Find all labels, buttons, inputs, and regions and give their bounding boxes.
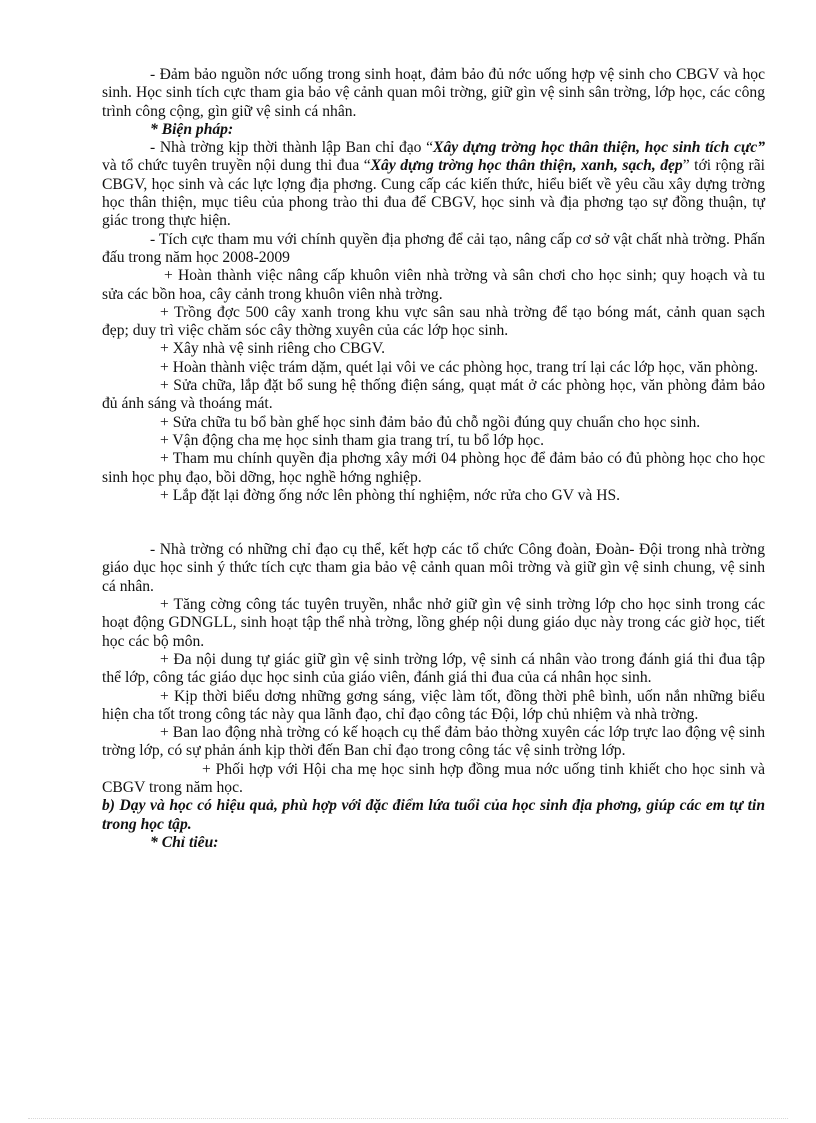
bullet-staff-toilet: + Xây nhà vệ sinh riêng cho CBGV. <box>160 340 386 358</box>
bullet-plant-trees: + Trồng đợc 500 cây xanh trong khu vực sân sau nhà trờng để tạo bóng mát, cảnh quan sạch đẹp; duy trì việc chăm sóc cây thờng xuyên của các lớp học sinh. <box>102 303 765 340</box>
campaign-title-1: Xây dựng trờng học thân thiện, học sinh tích cực” <box>433 139 765 157</box>
text-run: và tổ chức tuyên truyền nội dung thi đua “ <box>102 157 371 175</box>
bullet-commendation: + Kịp thời biểu dơng những gơng sáng, việc làm tốt, đồng thời phê bình, uốn nắn những biểu hiện cha tốt trong công tác này qua lãnh đạo, chỉ đạo công tác Đội, lớp chủ nhiệm và nhà trờng. <box>102 687 765 723</box>
bullet-campus-upgrade: + Hoàn thành việc nâng cấp khuôn viên nhà trờng và sân chơi cho học sinh; quy hoạch và tu sửa các bồn hoa, cây cảnh trong khuôn viên nhà trờng. <box>102 267 765 303</box>
text-run: ” tới rộng rãi CBGV, học sinh và các lực lợng địa phơng. Cung cấp các kiến thức, hiểu biết về yêu cầu xây dựng trờng học thân thiện, mục tiêu của phong trào thi đua để CBGV, học sinh và địa phơng tạo sự đồng thuận, tự giác trong thực hiện. <box>102 157 765 230</box>
paragraph-facility-upgrade: - Tích cực tham mu với chính quyền địa phơng để cải tạo, nâng cấp cơ sở vật chất nhà trờng. Phấn đấu trong năm học 2008-2009 <box>102 230 765 266</box>
bullet-electrical: + Sửa chữa, lắp đặt bổ sung hệ thống điện sáng, quạt mát ở các phòng học, văn phòng đảm bảo đủ ánh sáng và thoáng mát. <box>102 377 765 413</box>
bullet-desks: + Sửa chữa tu bổ bàn ghế học sinh đảm bảo đủ chỗ ngồi đúng quy chuẩn cho học sinh. <box>160 413 701 431</box>
spacer <box>102 505 765 541</box>
heading-measures: * Biện pháp: <box>150 120 234 138</box>
bullet-labor-board: + Ban lao động nhà trờng có kế hoạch cụ thể đảm bảo thờng xuyên các lớp trực lao động vệ sinh trờng lớp, có sự phản ánh kịp thời đến Ban chỉ đạo trong công tác vệ sinh trờng lớp. <box>102 724 765 760</box>
document-page <box>102 66 765 852</box>
bullet-emulation: + Đa nội dung tự giác giữ gìn vệ sinh trờng lớp, vệ sinh cá nhân vào trong đánh giá thi đua tập thể lớp, công tác giáo dục học sinh của giáo viên, đánh giá thi đua của cá nhân học sinh. <box>102 650 765 687</box>
paragraph-school-direction: - Nhà trờng có những chỉ đạo cụ thể, kết hợp các tổ chức Công đoàn, Đoàn- Đội trong nhà trờng giáo dục học sinh ý thức tích cực tham gia bảo vệ cảnh quan môi trờng và giữ gìn vệ sinh chung, vệ sinh cá nhân. <box>102 541 765 595</box>
heading-targets: * Chỉ tiêu: <box>150 833 219 851</box>
bullet-paint-classrooms: + Hoàn thành việc trám dặm, quét lại vôi ve các phòng học, trang trí lại các lớp học, văn phòng. <box>160 358 759 376</box>
paragraph-steering-committee <box>102 139 765 230</box>
bullet-parents-decorate: + Vận động cha mẹ học sinh tham gia trang trí, tu bổ lớp học. <box>160 431 544 449</box>
bullet-water-pipes: + Lắp đặt lại đờng ống nớc lên phòng thí nghiệm, nớc rửa cho GV và HS. <box>160 486 621 504</box>
text-run: - Nhà trờng kịp thời thành lập Ban chỉ đạo “ <box>150 139 434 157</box>
bullet-drinking-water: + Phối hợp với Hội cha mẹ học sinh hợp đồng mua nớc uống tinh khiết cho học sinh và CBGV trong năm học. <box>102 760 765 796</box>
campaign-title-2: Xây dựng trờng học thân thiện, xanh, sạch, đẹp <box>370 157 683 175</box>
page-bottom-border <box>28 1118 788 1119</box>
section-heading-b: b) Dạy và học có hiệu quả, phù hợp với đặc điểm lứa tuổi của học sinh địa phơng, giúp các em tự tin trong học tập. <box>102 797 765 833</box>
bullet-propaganda: + Tăng cờng công tác tuyên truyền, nhắc nhở giữ gìn vệ sinh trờng lớp cho học sinh trong các hoạt động GDNGLL, sinh hoạt tập thể nhà trờng, lồng ghép nội dung giáo dục này trong các giờ học, tiết học các bộ môn. <box>102 596 765 650</box>
paragraph-water-hygiene: - Đảm bảo nguồn nớc uống trong sinh hoạt, đảm bảo đủ nớc uống hợp vệ sinh cho CBGV và học sinh. Học sinh tích cực tham gia bảo vệ cảnh quan môi trờng, giữ gìn vệ sinh sân trờng, lớp học, các công trình công cộng, gìn giữ vệ sinh cá nhân. <box>102 66 765 120</box>
bullet-new-classrooms: + Tham mu chính quyền địa phơng xây mới 04 phòng học để đảm bảo có đủ phòng học cho học sinh học phụ đạo, bồi dỡng, học nghề hớng nghiệp. <box>102 450 765 486</box>
